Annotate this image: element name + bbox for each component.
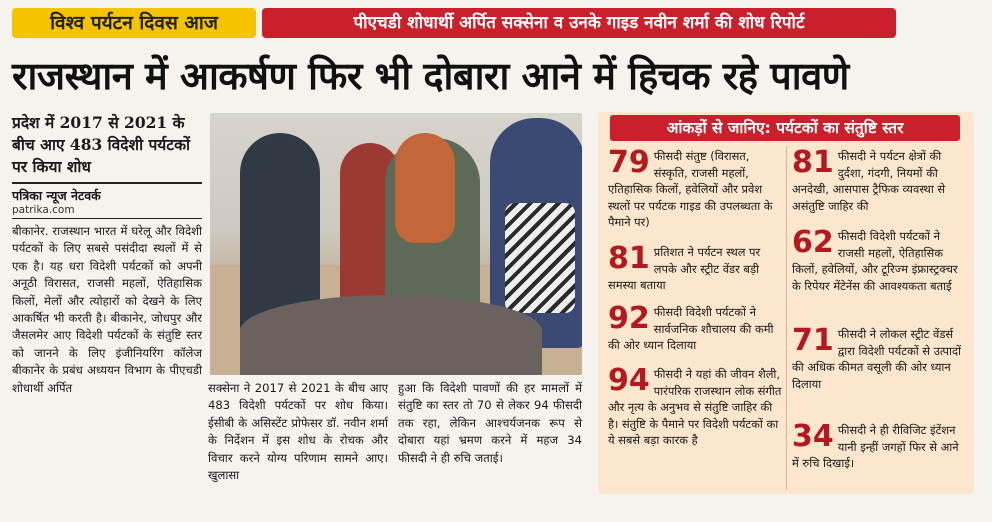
byline-name: पत्रिका न्यूज नेटवर्क xyxy=(12,188,101,203)
section-tag: विश्व पर्यटन दिवस आज xyxy=(12,8,256,38)
stat-item xyxy=(608,301,782,354)
stat-text: फीसदी ने यहां की जीवन शैली, पारंपरिक राजस्थान लोक संगीत और नृत्य के अनुभव से संतुष्टि जाहिर की है। संतुष्टि के पैमाने पर विदेशी पर्यटकों का ये सबसे बड़ा कारक है xyxy=(608,367,782,447)
stat-text: फीसदी संतुष्ट (विरासत, संस्कृति, राजसी महलों, एतिहासिक किलों, हवेलियों और प्रवेश स्थलों पर पर्यटक गाइड की उपलब्धता के पैमाने पर) xyxy=(608,149,773,229)
stat-item xyxy=(608,363,782,449)
stat-text: फीसदी ने लोकल स्ट्रीट वेंडर्स द्वारा विदेशी पर्यटकों से उत्पादों की अधिक कीमत वसूली की ओर ध्यान दिलाया xyxy=(792,327,961,391)
stat-number: 62 xyxy=(792,225,834,260)
stat-text: फीसदी विदेशी पर्यटकों ने राजसी महलों, ऐतिहासिक किलों, हवेलियों, और टूरिज्म इंफ्रास्ट्रक्चर के रिपेयर मेंटेनेंस की आवश्यकता बताई xyxy=(792,229,958,293)
stat-number: 92 xyxy=(608,301,650,336)
stat-text: फीसदी ने पर्यटन क्षेत्रों की दुर्दशा, गंदगी, नियमों की अनदेखी, आसपास ट्रैफिक व्यवस्था से असंतुष्टि जाहिर की xyxy=(792,149,946,213)
stat-number: 71 xyxy=(792,323,834,358)
headline: राजस्थान में आकर्षण फिर भी दोबारा आने में हिचक रहे पावणे xyxy=(12,54,849,98)
stat-item xyxy=(792,145,966,214)
stat-item xyxy=(792,225,966,294)
photo-table xyxy=(240,295,542,375)
stats-panel-title: आंकड़ों से जानिए: पर्यटकों का संतुष्टि स्तर xyxy=(610,115,960,141)
stat-text: फीसदी ने ही रीविजिट इंटेंशन यानी इन्हीं जगहों फिर से आने में रुचि दिखाई। xyxy=(792,423,959,470)
photo-hair xyxy=(395,133,455,243)
stat-number: 34 xyxy=(792,419,834,454)
dek: प्रदेश में 2017 से 2021 के बीच आए 483 विदेशी पर्यटकों पर किया शोध xyxy=(12,113,191,176)
stat-number: 81 xyxy=(608,241,650,276)
stat-number: 81 xyxy=(792,145,834,180)
body-text-intro: बीकानेर. राजस्थान भारत में घरेलू और विदेशी पर्यटकों के लिए सबसे पसंदीदा स्थलों में से एक है। यह धरा विदेशी पर्यटकों को अपनी अनूठी विरासत, राजसी महलों, ऐतिहासिक किलों, मेलों और त्योहारों को देखने के लिए आकर्षित भी करती है। बीकानेर, जोधपुर और जैसलमेर आए विदेशी पर्यटकों के संतुष्टि स्तर को जानने के लिए इंजीनियरिंग कॉलेज बीकानेर के प्रबंध अध्ययन विभाग के पीएचडी शोधार्थी अर्पित xyxy=(12,224,202,395)
column-b-text: हुआ कि विदेशी पावणों की हर मामलों में संतुष्टि का स्तर तो 70 से लेकर 94 फीसदी तक रहा, लेकिन आश्चर्यजनक रूप से दोबारा यहां भ्रमण करने में महज 34 फीसदी ने ही रुचि जताई। xyxy=(398,381,582,465)
panel-divider xyxy=(786,146,787,490)
stat-text: फीसदी विदेशी पर्यटकों ने सार्वजनिक शौचालय की कमी की ओर ध्यान दिलाया xyxy=(608,305,774,352)
top-bar xyxy=(12,4,982,42)
column-a xyxy=(208,380,388,484)
stat-item xyxy=(792,323,966,392)
stat-item xyxy=(792,419,966,472)
photo-striped-shirt xyxy=(505,203,575,313)
kicker-strip: पीएचडी शोधार्थी अर्पित सक्सेना व उनके गाइड नवीन शर्मा की शोध रिपोर्ट xyxy=(262,8,896,38)
stat-number: 79 xyxy=(608,145,650,180)
stat-item xyxy=(608,241,782,294)
byline-site: patrika.com xyxy=(12,204,202,219)
news-photo xyxy=(210,113,582,375)
column-a-text: सक्सेना ने 2017 से 2021 के बीच आए 483 विदेशी पर्यटकों पर शोध किया। ईसीबी के असिस्टेंट प्रोफेसर डॉ. नवीन शर्मा के निर्देशन में इस शोध के रोचक और विचार करने योग्य परिणाम सामने आए। खुलासा xyxy=(208,381,388,483)
left-column xyxy=(12,112,202,409)
stat-number: 94 xyxy=(608,363,650,398)
column-b xyxy=(398,380,582,467)
stats-panel xyxy=(598,112,974,494)
stat-item xyxy=(608,145,782,231)
byline xyxy=(12,182,202,219)
stat-text: प्रतिशत ने पर्यटन स्थल पर लपके और स्ट्रीट वेंडर बड़ी समस्या बताया xyxy=(608,245,761,292)
